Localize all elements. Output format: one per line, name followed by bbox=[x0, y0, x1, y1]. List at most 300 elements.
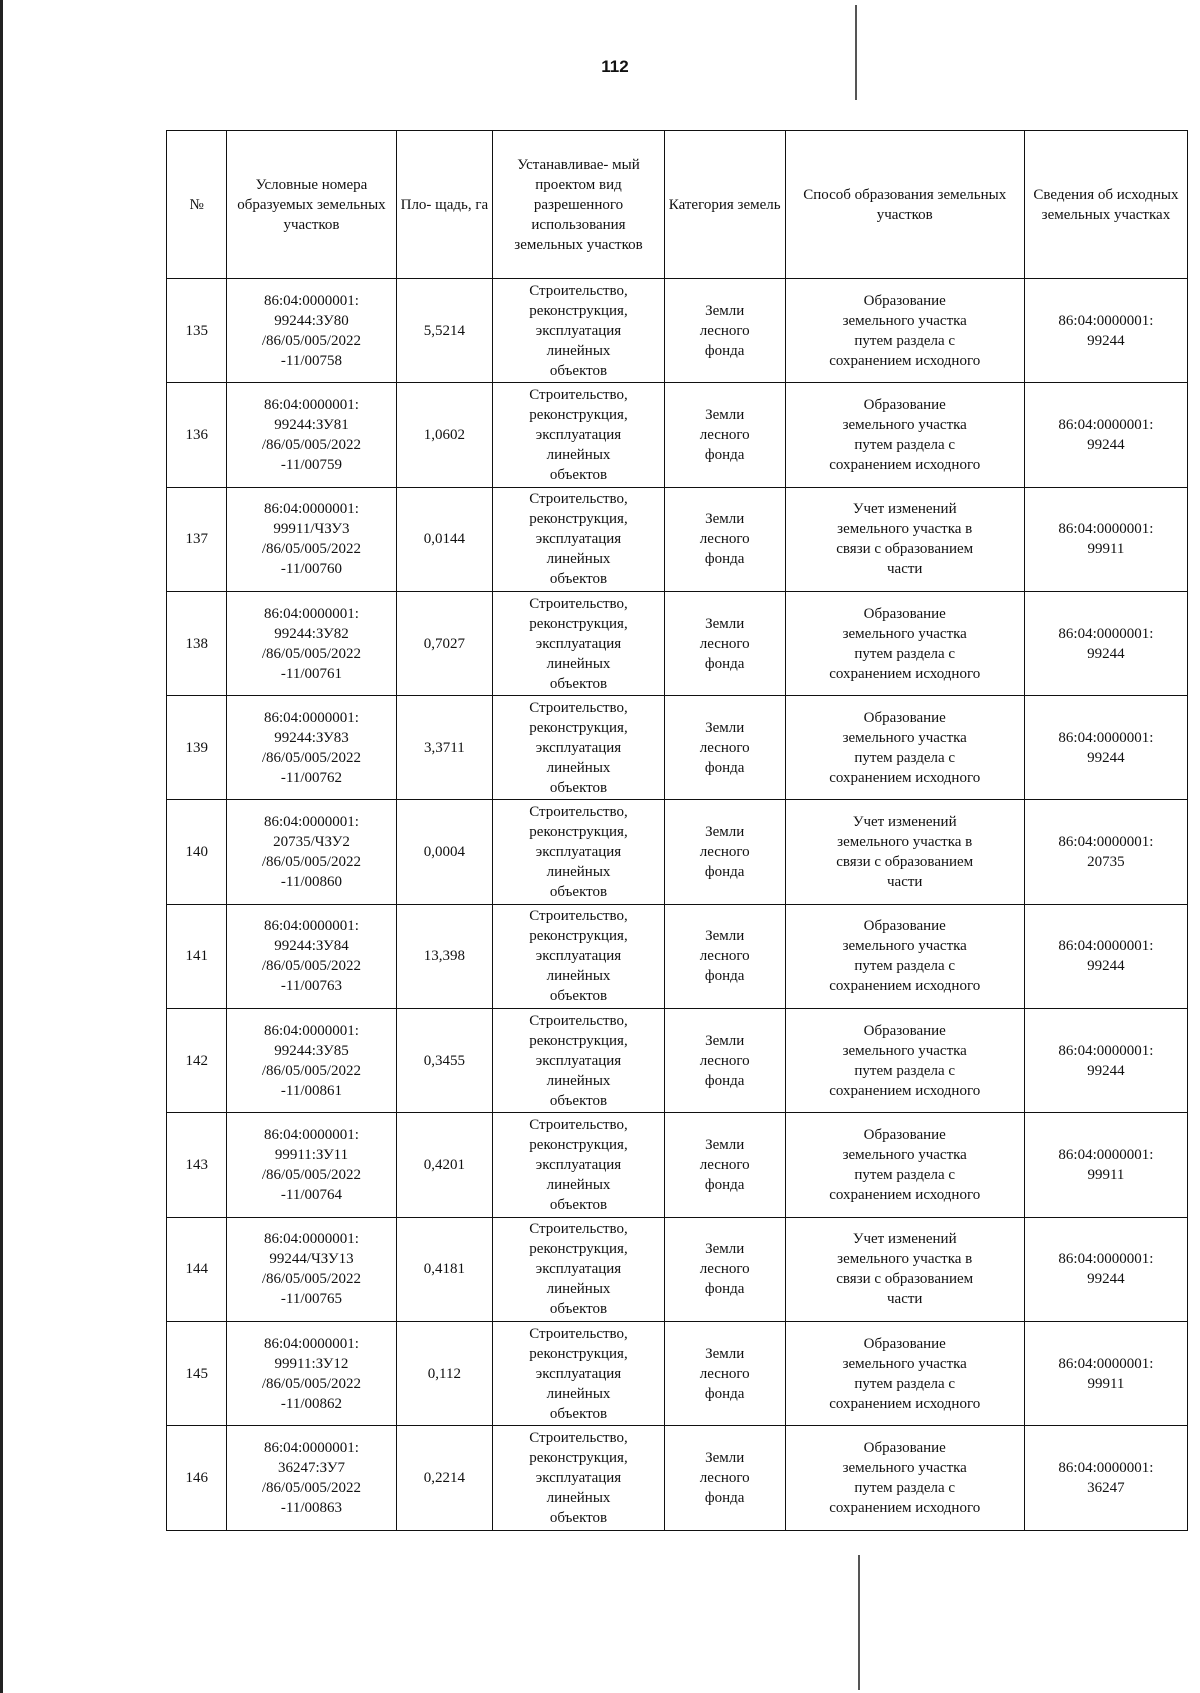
cell-plot-code-line: 99244:ЗУ84 bbox=[274, 938, 349, 955]
table-row bbox=[167, 279, 1188, 383]
page-number: 112 bbox=[601, 57, 629, 76]
header-source: Сведения об исходных земельных участках bbox=[1024, 131, 1187, 279]
cell-permitted-use-line: объектов bbox=[549, 1301, 608, 1318]
cell-source-plot bbox=[1024, 279, 1187, 383]
cell-permitted-use-line: Строительство, bbox=[529, 1325, 628, 1342]
cell-land-category-line: лесного bbox=[699, 1157, 750, 1174]
cell-source-plot bbox=[1024, 1113, 1187, 1217]
cell-permitted-use bbox=[493, 1113, 665, 1217]
cell-permitted-use-line: реконструкция, bbox=[529, 1241, 628, 1258]
cell-permitted-use bbox=[493, 591, 665, 695]
cell-source-plot-line: 86:04:0000001: bbox=[1058, 1042, 1154, 1059]
cell-formation-method-line: путем раздела с bbox=[854, 436, 956, 453]
cell-plot-code-line: /86/05/005/2022 bbox=[261, 1375, 362, 1392]
cell-land-category bbox=[664, 279, 785, 383]
table-row bbox=[167, 1009, 1188, 1113]
cell-formation-method-line: части bbox=[887, 874, 923, 891]
cell-source-plot-line: 86:04:0000001: bbox=[1058, 729, 1154, 746]
cell-land-category bbox=[664, 1009, 785, 1113]
cell-formation-method-line: сохранением исходного bbox=[829, 769, 981, 786]
cell-plot-code-line: 99911:ЗУ11 bbox=[274, 1147, 349, 1164]
cell-source-plot-line: 99244 bbox=[1087, 1062, 1125, 1079]
cell-land-category bbox=[664, 383, 785, 487]
cell-permitted-use-line: эксплуатация bbox=[535, 844, 622, 861]
cell-plot-code-line: /86/05/005/2022 bbox=[261, 1271, 362, 1288]
cell-source-plot-line: 99244 bbox=[1087, 749, 1125, 766]
cell-plot-code-line: -11/00760 bbox=[280, 561, 343, 578]
cell-plot-code-line: 86:04:0000001: bbox=[263, 292, 359, 309]
cell-permitted-use-line: эксплуатация bbox=[535, 739, 622, 756]
cell-area: 3,3711 bbox=[396, 696, 493, 800]
cell-permitted-use-line: линейных bbox=[546, 342, 611, 359]
cell-permitted-use-line: линейных bbox=[546, 1177, 611, 1194]
cell-plot-code-line: 99244:ЗУ83 bbox=[274, 729, 349, 746]
cell-permitted-use-line: объектов bbox=[549, 779, 608, 796]
cell-permitted-use-line: эксплуатация bbox=[535, 1157, 622, 1174]
cell-permitted-use-line: реконструкция, bbox=[529, 302, 628, 319]
cell-permitted-use-line: Строительство, bbox=[529, 282, 628, 299]
cell-plot-code-line: /86/05/005/2022 bbox=[261, 332, 362, 349]
cell-plot-code-line: 86:04:0000001: bbox=[263, 396, 359, 413]
cell-land-category-line: фонда bbox=[704, 759, 745, 776]
cell-land-category-line: лесного bbox=[699, 531, 750, 548]
cell-formation-method-line: земельного участка bbox=[842, 1459, 967, 1476]
cell-permitted-use-line: объектов bbox=[549, 988, 608, 1005]
cell-permitted-use-line: линейных bbox=[546, 864, 611, 881]
cell-plot-code bbox=[227, 904, 396, 1008]
cell-land-category-line: Земли bbox=[705, 1345, 745, 1362]
cell-formation-method-line: сохранением исходного bbox=[829, 1187, 981, 1204]
cell-source-plot-line: 99244 bbox=[1087, 1271, 1125, 1288]
table-row bbox=[167, 487, 1188, 591]
cell-plot-code-line: 20735/ЧЗУ2 bbox=[273, 834, 350, 851]
cell-land-category-line: Земли bbox=[705, 406, 745, 423]
cell-plot-code-line: -11/00862 bbox=[280, 1395, 343, 1412]
cell-land-category-line: лесного bbox=[699, 1052, 750, 1069]
cell-land-category bbox=[664, 1426, 785, 1530]
cell-land-category-line: Земли bbox=[705, 615, 745, 632]
cell-land-category-line: лесного bbox=[699, 1365, 750, 1382]
cell-plot-code-line: /86/05/005/2022 bbox=[261, 854, 362, 871]
cell-plot-code-line: 99911:ЗУ12 bbox=[274, 1355, 349, 1372]
cell-number: 144 bbox=[167, 1217, 227, 1321]
cell-land-category bbox=[664, 1113, 785, 1217]
cell-plot-code-line: -11/00861 bbox=[280, 1082, 343, 1099]
table-row bbox=[167, 1113, 1188, 1217]
cell-source-plot-line: 99244 bbox=[1087, 645, 1125, 662]
cell-permitted-use-line: линейных bbox=[546, 968, 611, 985]
cell-area: 0,4181 bbox=[396, 1217, 493, 1321]
cell-plot-code-line: -11/00761 bbox=[280, 665, 343, 682]
cell-number: 136 bbox=[167, 383, 227, 487]
cell-land-category-line: Земли bbox=[705, 1449, 745, 1466]
cell-source-plot-line: 86:04:0000001: bbox=[1058, 312, 1154, 329]
cell-plot-code-line: 86:04:0000001: bbox=[263, 1231, 359, 1248]
cell-formation-method-line: части bbox=[887, 1291, 923, 1308]
cell-formation-method-line: Образование bbox=[863, 1127, 946, 1144]
cell-permitted-use-line: реконструкция, bbox=[529, 1137, 628, 1154]
cell-land-category-line: фонда bbox=[704, 1072, 745, 1089]
cell-permitted-use-line: эксплуатация bbox=[535, 426, 622, 443]
cell-source-plot-line: 99244 bbox=[1087, 436, 1125, 453]
cell-source-plot bbox=[1024, 383, 1187, 487]
cell-permitted-use-line: эксплуатация bbox=[535, 1052, 622, 1069]
cell-land-category-line: фонда bbox=[704, 551, 745, 568]
cell-plot-code-line: -11/00763 bbox=[280, 978, 343, 995]
cell-source-plot-line: 86:04:0000001: bbox=[1058, 1355, 1154, 1372]
cell-source-plot-line: 99244 bbox=[1087, 332, 1125, 349]
cell-source-plot-line: 36247 bbox=[1087, 1479, 1125, 1496]
cell-formation-method-line: Образование bbox=[863, 1439, 946, 1456]
cell-formation-method bbox=[785, 279, 1024, 383]
cell-land-category-line: фонда bbox=[704, 968, 745, 985]
cell-area: 0,3455 bbox=[396, 1009, 493, 1113]
cell-permitted-use-line: объектов bbox=[549, 884, 608, 901]
cell-formation-method bbox=[785, 1321, 1024, 1425]
cell-formation-method-line: связи с образованием bbox=[836, 1271, 974, 1288]
cell-plot-code bbox=[227, 1113, 396, 1217]
cell-plot-code-line: -11/00860 bbox=[280, 874, 343, 891]
cell-plot-code-line: 86:04:0000001: bbox=[263, 918, 359, 935]
cell-area: 0,0004 bbox=[396, 800, 493, 904]
cell-formation-method-line: земельного участка bbox=[842, 1147, 967, 1164]
cell-land-category-line: фонда bbox=[704, 1177, 745, 1194]
header-area: Пло- щадь, га bbox=[396, 131, 493, 279]
cell-formation-method-line: земельного участка bbox=[842, 1042, 967, 1059]
cell-formation-method-line: путем раздела с bbox=[854, 958, 956, 975]
cell-land-category-line: Земли bbox=[705, 511, 745, 528]
cell-plot-code-line: 99244:ЗУ82 bbox=[274, 625, 349, 642]
header-use: Устанавливае- мый проектом вид разрешенного использования земельных участков bbox=[493, 131, 665, 279]
cell-number: 146 bbox=[167, 1426, 227, 1530]
cell-permitted-use-line: Строительство, bbox=[529, 804, 628, 821]
cell-formation-method-line: Образование bbox=[863, 292, 946, 309]
cell-source-plot-line: 86:04:0000001: bbox=[1058, 521, 1154, 538]
cell-plot-code-line: /86/05/005/2022 bbox=[261, 436, 362, 453]
cell-area: 0,4201 bbox=[396, 1113, 493, 1217]
cell-permitted-use-line: реконструкция, bbox=[529, 824, 628, 841]
cell-source-plot-line: 86:04:0000001: bbox=[1058, 938, 1154, 955]
cell-permitted-use-line: эксплуатация bbox=[535, 1365, 622, 1382]
cell-plot-code-line: -11/00762 bbox=[280, 769, 343, 786]
cell-land-category-line: Земли bbox=[705, 719, 745, 736]
cell-plot-code-line: 99244:ЗУ85 bbox=[274, 1042, 349, 1059]
table-row bbox=[167, 1426, 1188, 1530]
cell-formation-method-line: путем раздела с bbox=[854, 1062, 956, 1079]
cell-permitted-use-line: объектов bbox=[549, 1092, 608, 1109]
cell-plot-code-line: 86:04:0000001: bbox=[263, 1127, 359, 1144]
cell-permitted-use-line: Строительство, bbox=[529, 1429, 628, 1446]
cell-permitted-use bbox=[493, 696, 665, 800]
cell-plot-code-line: /86/05/005/2022 bbox=[261, 749, 362, 766]
cell-formation-method-line: путем раздела с bbox=[854, 645, 956, 662]
cell-source-plot bbox=[1024, 696, 1187, 800]
cell-formation-method-line: земельного участка bbox=[842, 625, 967, 642]
cell-formation-method-line: сохранением исходного bbox=[829, 456, 981, 473]
cell-source-plot-line: 99911 bbox=[1087, 1375, 1125, 1392]
cell-formation-method-line: сохранением исходного bbox=[829, 1082, 981, 1099]
cell-plot-code-line: 86:04:0000001: bbox=[263, 1439, 359, 1456]
cell-land-category-line: фонда bbox=[704, 342, 745, 359]
cell-land-category-line: лесного bbox=[699, 322, 750, 339]
cell-permitted-use-line: эксплуатация bbox=[535, 1261, 622, 1278]
cell-land-category bbox=[664, 591, 785, 695]
cell-land-category-line: лесного bbox=[699, 739, 750, 756]
cell-permitted-use-line: линейных bbox=[546, 1385, 611, 1402]
cell-plot-code-line: 86:04:0000001: bbox=[263, 1335, 359, 1352]
cell-permitted-use-line: Строительство, bbox=[529, 386, 628, 403]
cell-land-category-line: фонда bbox=[704, 1489, 745, 1506]
cell-land-category-line: Земли bbox=[705, 1137, 745, 1154]
cell-plot-code-line: 86:04:0000001: bbox=[263, 605, 359, 622]
cell-land-category-line: лесного bbox=[699, 426, 750, 443]
cell-land-category bbox=[664, 1321, 785, 1425]
cell-number: 143 bbox=[167, 1113, 227, 1217]
cell-permitted-use bbox=[493, 1217, 665, 1321]
cell-formation-method-line: путем раздела с bbox=[854, 332, 956, 349]
cell-formation-method bbox=[785, 1113, 1024, 1217]
cell-permitted-use-line: Строительство, bbox=[529, 491, 628, 508]
cell-land-category-line: фонда bbox=[704, 655, 745, 672]
cell-formation-method-line: сохранением исходного bbox=[829, 352, 981, 369]
cell-source-plot bbox=[1024, 1009, 1187, 1113]
cell-formation-method bbox=[785, 487, 1024, 591]
cell-permitted-use-line: объектов bbox=[549, 571, 608, 588]
cell-permitted-use-line: линейных bbox=[546, 1281, 611, 1298]
table-row bbox=[167, 1217, 1188, 1321]
cell-land-category-line: фонда bbox=[704, 446, 745, 463]
cell-plot-code-line: 86:04:0000001: bbox=[263, 709, 359, 726]
cell-formation-method-line: земельного участка bbox=[842, 1355, 967, 1372]
cell-source-plot-line: 86:04:0000001: bbox=[1058, 834, 1154, 851]
cell-land-category bbox=[664, 904, 785, 1008]
cell-formation-method-line: Учет изменений bbox=[852, 1231, 957, 1248]
cell-formation-method-line: земельного участка в bbox=[837, 1251, 973, 1268]
cell-land-category-line: Земли bbox=[705, 928, 745, 945]
cell-formation-method-line: земельного участка в bbox=[837, 521, 973, 538]
cell-area: 5,5214 bbox=[396, 279, 493, 383]
header-method: Способ образования земельных участков bbox=[785, 131, 1024, 279]
cell-permitted-use-line: реконструкция, bbox=[529, 406, 628, 423]
cell-plot-code-line: 36247:ЗУ7 bbox=[278, 1459, 345, 1476]
table-header-row bbox=[167, 131, 1188, 279]
cell-number: 140 bbox=[167, 800, 227, 904]
cell-area: 0,2214 bbox=[396, 1426, 493, 1530]
cell-source-plot-line: 99911 bbox=[1087, 1167, 1125, 1184]
cell-source-plot bbox=[1024, 1321, 1187, 1425]
land-plots-table bbox=[166, 130, 1188, 1531]
cell-formation-method bbox=[785, 1217, 1024, 1321]
cell-permitted-use-line: объектов bbox=[549, 1509, 608, 1526]
header-num: № bbox=[167, 131, 227, 279]
cell-land-category bbox=[664, 800, 785, 904]
cell-source-plot bbox=[1024, 487, 1187, 591]
cell-formation-method-line: Образование bbox=[863, 1335, 946, 1352]
cell-formation-method bbox=[785, 904, 1024, 1008]
cell-land-category-line: лесного bbox=[699, 844, 750, 861]
cell-formation-method-line: сохранением исходного bbox=[829, 1499, 981, 1516]
cell-plot-code bbox=[227, 279, 396, 383]
cell-plot-code bbox=[227, 696, 396, 800]
cell-permitted-use-line: линейных bbox=[546, 551, 611, 568]
table-row bbox=[167, 383, 1188, 487]
header-code: Условные номера образуемых земельных участков bbox=[227, 131, 396, 279]
table-row bbox=[167, 591, 1188, 695]
cell-source-plot-line: 86:04:0000001: bbox=[1058, 1147, 1154, 1164]
cell-area: 0,0144 bbox=[396, 487, 493, 591]
table-row bbox=[167, 696, 1188, 800]
cell-formation-method-line: связи с образованием bbox=[836, 854, 974, 871]
cell-formation-method-line: Образование bbox=[863, 396, 946, 413]
scan-artifact-top bbox=[855, 5, 857, 100]
cell-plot-code-line: -11/00759 bbox=[280, 456, 343, 473]
table-row bbox=[167, 904, 1188, 1008]
cell-formation-method-line: Образование bbox=[863, 605, 946, 622]
cell-formation-method bbox=[785, 800, 1024, 904]
cell-formation-method-line: земельного участка bbox=[842, 312, 967, 329]
cell-plot-code-line: 99244/ЧЗУ13 bbox=[269, 1251, 354, 1268]
cell-permitted-use-line: эксплуатация bbox=[535, 635, 622, 652]
cell-permitted-use bbox=[493, 487, 665, 591]
cell-plot-code-line: -11/00765 bbox=[280, 1291, 343, 1308]
cell-permitted-use-line: объектов bbox=[549, 466, 608, 483]
cell-source-plot-line: 86:04:0000001: bbox=[1058, 625, 1154, 642]
cell-plot-code-line: /86/05/005/2022 bbox=[261, 958, 362, 975]
cell-land-category-line: лесного bbox=[699, 1469, 750, 1486]
cell-number: 135 bbox=[167, 279, 227, 383]
cell-source-plot bbox=[1024, 904, 1187, 1008]
cell-land-category bbox=[664, 1217, 785, 1321]
cell-formation-method-line: сохранением исходного bbox=[829, 1395, 981, 1412]
cell-plot-code bbox=[227, 1321, 396, 1425]
cell-number: 137 bbox=[167, 487, 227, 591]
cell-permitted-use-line: Строительство, bbox=[529, 1221, 628, 1238]
cell-permitted-use-line: реконструкция, bbox=[529, 1449, 628, 1466]
cell-number: 139 bbox=[167, 696, 227, 800]
cell-permitted-use bbox=[493, 1009, 665, 1113]
cell-land-category-line: Земли bbox=[705, 1241, 745, 1258]
cell-formation-method-line: путем раздела с bbox=[854, 749, 956, 766]
cell-permitted-use bbox=[493, 383, 665, 487]
cell-plot-code-line: /86/05/005/2022 bbox=[261, 1479, 362, 1496]
cell-formation-method-line: Образование bbox=[863, 1022, 946, 1039]
cell-plot-code-line: /86/05/005/2022 bbox=[261, 1167, 362, 1184]
cell-permitted-use-line: Строительство, bbox=[529, 595, 628, 612]
cell-permitted-use-line: реконструкция, bbox=[529, 1032, 628, 1049]
cell-permitted-use-line: эксплуатация bbox=[535, 531, 622, 548]
cell-permitted-use-line: реконструкция, bbox=[529, 928, 628, 945]
cell-formation-method-line: путем раздела с bbox=[854, 1167, 956, 1184]
cell-permitted-use-line: Строительство, bbox=[529, 1117, 628, 1134]
cell-land-category-line: Земли bbox=[705, 1032, 745, 1049]
cell-permitted-use-line: эксплуатация bbox=[535, 322, 622, 339]
header-category: Категория земель bbox=[664, 131, 785, 279]
cell-formation-method bbox=[785, 1426, 1024, 1530]
cell-permitted-use-line: Строительство, bbox=[529, 699, 628, 716]
cell-permitted-use bbox=[493, 279, 665, 383]
cell-plot-code-line: 99244:ЗУ80 bbox=[274, 312, 349, 329]
cell-permitted-use-line: объектов bbox=[549, 362, 608, 379]
cell-plot-code-line: -11/00863 bbox=[280, 1499, 343, 1516]
cell-plot-code bbox=[227, 800, 396, 904]
cell-land-category-line: фонда bbox=[704, 864, 745, 881]
cell-source-plot-line: 86:04:0000001: bbox=[1058, 1459, 1154, 1476]
cell-number: 138 bbox=[167, 591, 227, 695]
cell-plot-code-line: /86/05/005/2022 bbox=[261, 1062, 362, 1079]
cell-land-category-line: фонда bbox=[704, 1281, 745, 1298]
cell-formation-method-line: Учет изменений bbox=[852, 814, 957, 831]
cell-formation-method bbox=[785, 696, 1024, 800]
cell-permitted-use-line: Строительство, bbox=[529, 908, 628, 925]
cell-plot-code-line: 86:04:0000001: bbox=[263, 814, 359, 831]
cell-area: 13,398 bbox=[396, 904, 493, 1008]
cell-permitted-use-line: эксплуатация bbox=[535, 948, 622, 965]
cell-plot-code bbox=[227, 591, 396, 695]
cell-permitted-use-line: реконструкция, bbox=[529, 511, 628, 528]
scan-artifact-bottom bbox=[858, 1555, 860, 1690]
cell-land-category-line: лесного bbox=[699, 948, 750, 965]
cell-permitted-use-line: линейных bbox=[546, 446, 611, 463]
cell-formation-method-line: земельного участка bbox=[842, 416, 967, 433]
cell-land-category-line: фонда bbox=[704, 1385, 745, 1402]
cell-plot-code-line: -11/00758 bbox=[280, 352, 343, 369]
cell-formation-method-line: сохранением исходного bbox=[829, 978, 981, 995]
cell-area: 0,7027 bbox=[396, 591, 493, 695]
cell-permitted-use-line: линейных bbox=[546, 759, 611, 776]
cell-plot-code-line: 86:04:0000001: bbox=[263, 1022, 359, 1039]
cell-source-plot bbox=[1024, 800, 1187, 904]
cell-source-plot-line: 99244 bbox=[1087, 958, 1125, 975]
cell-formation-method-line: земельного участка bbox=[842, 729, 967, 746]
cell-plot-code bbox=[227, 1009, 396, 1113]
cell-permitted-use-line: линейных bbox=[546, 655, 611, 672]
cell-source-plot bbox=[1024, 591, 1187, 695]
cell-permitted-use-line: Строительство, bbox=[529, 1012, 628, 1029]
cell-plot-code-line: -11/00764 bbox=[280, 1187, 343, 1204]
cell-area: 1,0602 bbox=[396, 383, 493, 487]
cell-plot-code bbox=[227, 383, 396, 487]
cell-land-category-line: Земли bbox=[705, 824, 745, 841]
cell-formation-method-line: земельного участка bbox=[842, 938, 967, 955]
cell-permitted-use-line: линейных bbox=[546, 1072, 611, 1089]
cell-permitted-use bbox=[493, 904, 665, 1008]
cell-area: 0,112 bbox=[396, 1321, 493, 1425]
cell-permitted-use-line: реконструкция, bbox=[529, 719, 628, 736]
cell-permitted-use bbox=[493, 800, 665, 904]
cell-plot-code bbox=[227, 1217, 396, 1321]
cell-permitted-use-line: объектов bbox=[549, 675, 608, 692]
table-body bbox=[167, 279, 1188, 1531]
table-row bbox=[167, 800, 1188, 904]
cell-plot-code-line: /86/05/005/2022 bbox=[261, 645, 362, 662]
cell-plot-code-line: 86:04:0000001: bbox=[263, 501, 359, 518]
cell-permitted-use bbox=[493, 1321, 665, 1425]
cell-formation-method-line: путем раздела с bbox=[854, 1375, 956, 1392]
cell-plot-code-line: /86/05/005/2022 bbox=[261, 541, 362, 558]
cell-land-category-line: лесного bbox=[699, 635, 750, 652]
cell-source-plot-line: 86:04:0000001: bbox=[1058, 416, 1154, 433]
cell-permitted-use bbox=[493, 1426, 665, 1530]
cell-formation-method-line: Образование bbox=[863, 709, 946, 726]
cell-permitted-use-line: эксплуатация bbox=[535, 1469, 622, 1486]
cell-formation-method-line: земельного участка в bbox=[837, 834, 973, 851]
cell-formation-method-line: Учет изменений bbox=[852, 501, 957, 518]
cell-plot-code bbox=[227, 487, 396, 591]
cell-source-plot bbox=[1024, 1217, 1187, 1321]
cell-formation-method bbox=[785, 383, 1024, 487]
cell-number: 145 bbox=[167, 1321, 227, 1425]
cell-permitted-use-line: объектов bbox=[549, 1197, 608, 1214]
